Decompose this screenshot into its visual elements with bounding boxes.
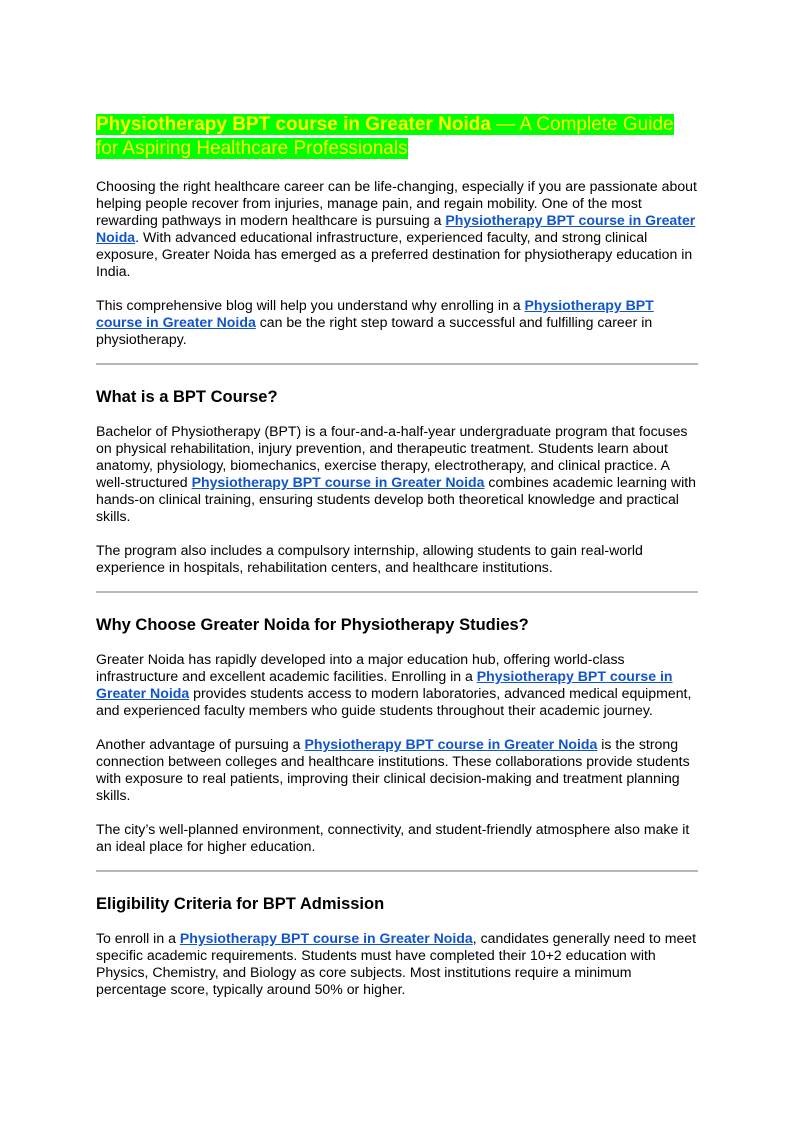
course-link[interactable]: Physiotherapy BPT course in Greater Noida: [96, 212, 696, 245]
bpt-paragraph-1: Bachelor of Physiotherapy (BPT) is a four-and-a-half-year undergraduate program that focuses on physical rehabilitation, injury prevention, and therapeutic treatment. Students learn about anatomy, physiology, biomechanics, exercise therapy, electrotherapy, and clinical practice. A well-structured Physiotherapy BPT course in Greater Noida combines academic learning with hands-on clinical training, ensuring students develop both theoretical knowledge and practical skills.: [96, 423, 696, 524]
why-paragraph-1: Greater Noida has rapidly developed into a major education hub, offering world-class infrastructure and excellent academic facilities. Enrolling in a Physiotherapy BPT course in Greater Noida provides students access to modern laboratories, advanced medical equipment, and experienced faculty members who guide students throughout their academic journey.: [96, 651, 692, 718]
section-divider: [96, 591, 698, 593]
eligibility-paragraph-1: To enroll in a Physiotherapy BPT course in Greater Noida, candidates generally need to meet specific academic requirements. Students must have completed their 10+2 education with Physics, Chemistry, and Biology as core subjects. Most institutions require a minimum percentage score, typically around 50% or higher.: [96, 930, 697, 997]
section-heading-eligibility: Eligibility Criteria for BPT Admission: [96, 895, 385, 913]
course-link[interactable]: Physiotherapy BPT course in Greater Noida: [96, 297, 654, 330]
title-highlight-rest: — A Complete Guide for Aspiring Healthcare Professionals: [96, 114, 674, 159]
course-link[interactable]: Physiotherapy BPT course in Greater Noida: [179, 930, 473, 946]
section-heading-why-greater-noida: Why Choose Greater Noida for Physiotherapy Studies?: [96, 616, 529, 634]
intro-paragraph-2: This comprehensive blog will help you understand why enrolling in a Physiotherapy BPT course in Greater Noida can be the right step toward a successful and fulfilling career in physiotherapy.: [96, 297, 654, 347]
course-link[interactable]: Physiotherapy BPT course in Greater Noida: [304, 736, 598, 752]
intro-paragraph-1: Choosing the right healthcare career can be life-changing, especially if you are passionate about helping people recover from injuries, manage pain, and regain mobility. One of the most rewarding pathways in modern healthcare is pursuing a Physiotherapy BPT course in Greater Noida. With advanced educational infrastructure, experienced faculty, and strong clinical exposure, Greater Noida has emerged as a preferred destination for physiotherapy education in India.: [96, 178, 697, 279]
section-divider: [96, 870, 698, 872]
page-title: [96, 113, 698, 161]
why-paragraph-3: The city’s well-planned environment, connectivity, and student-friendly atmosphere also make it an ideal place for higher education.: [96, 821, 690, 854]
course-link[interactable]: Physiotherapy BPT course in Greater Noida: [96, 668, 673, 701]
section-heading-bpt-course: What is a BPT Course?: [96, 388, 278, 406]
title-highlight-bold: Physiotherapy BPT course in Greater Noida: [96, 114, 491, 135]
bpt-paragraph-2: The program also includes a compulsory internship, allowing students to gain real-world experience in hospitals, rehabilitation centers, and healthcare institutions.: [96, 542, 643, 575]
document-body: [96, 113, 698, 998]
course-link[interactable]: Physiotherapy BPT course in Greater Noida: [191, 474, 485, 490]
why-paragraph-2: Another advantage of pursuing a Physiotherapy BPT course in Greater Noida is the strong connection between colleges and healthcare institutions. These collaborations provide students with exposure to real patients, improving their clinical decision-making and treatment planning skills.: [96, 736, 690, 803]
section-divider: [96, 363, 698, 365]
